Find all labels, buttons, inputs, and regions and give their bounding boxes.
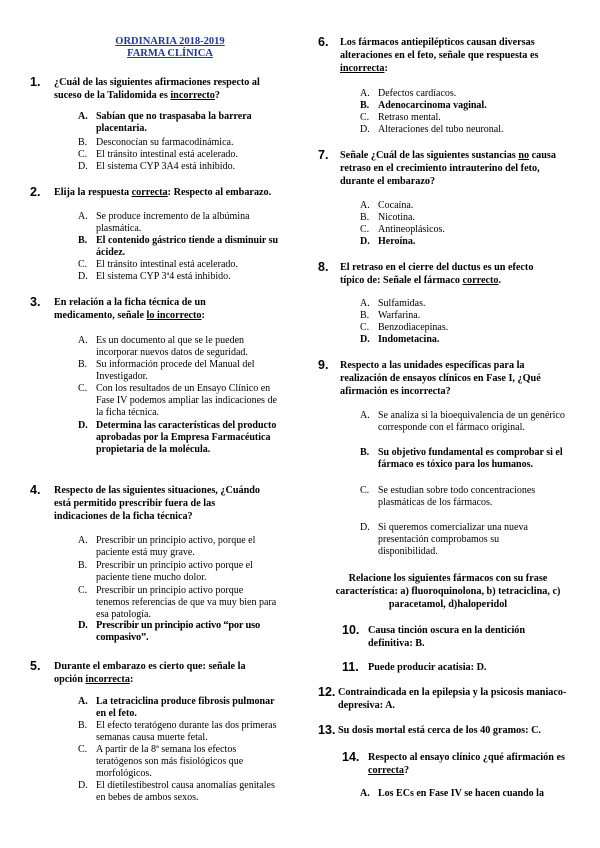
option-text: El contenido gástrico tiende a disminuir su ácidez. [96,235,279,258]
option-letter: C. [78,744,88,755]
option-letter: C. [360,322,370,333]
option-text: Los ECs en Fase IV se hacen cuando la [378,788,544,799]
option-letter: B. [360,310,370,321]
question-text: Respecto de las siguientes situaciones, ¿Cuándo está permitido prescribir fuera de las indicaciones de la ficha técnica? [54,485,261,522]
option-text: Sabían que no traspasaba la barrera placentaria. [96,111,252,134]
question-number: 3. [30,295,41,309]
question-text-end: : Respecto al embarazo. [167,187,272,198]
option-letter: C. [360,112,370,123]
question-text-end: : [201,310,205,321]
question-11 [342,661,572,674]
option-text: Su objetivo fundamental es comprobar si el fármaco es tóxico para los humanos. [378,447,563,470]
relate-instructions: Relacione los siguientes fármacos con su frase característica: a) fluoroquinolona, b) tetraciclina, c) paracetamol, d)haloperidol [335,573,561,610]
option-text: Retraso mental. [378,112,441,123]
option-letter: A. [78,335,88,346]
option-9a [360,410,572,434]
option-text: El efecto teratógeno durante las dos primeras semanas causa muerte fetal. [96,720,277,743]
option-letter: A. [360,788,370,799]
question-10 [342,624,572,650]
option-letter: C. [78,149,88,160]
option-6b [360,100,560,112]
option-text: Prescribir un principio activo, porque el paciente está muy grave. [96,535,256,558]
option-letter: B. [78,137,88,148]
question-text: Respecto al ensayo clínico ¿qué afirmación es [368,752,565,763]
option-8d [360,334,560,346]
option-text: Se produce incremento de la albúmina plasmática. [96,211,250,234]
option-letter: B. [360,100,370,111]
question-2 [30,186,290,199]
question-number: 7. [318,148,329,162]
option-6a [360,88,560,100]
option-text: Defectos cardíacos. [378,88,457,99]
option-letter: D. [360,522,370,533]
option-letter: D. [78,620,88,631]
question-text: Los fármacos antiepilépticos causan diversas alteraciones en el feto, señale que respuesta es [340,37,539,61]
option-letter: D. [78,161,88,172]
option-text: Con los resultados de un Ensayo Clínico en Fase IV podemos ampliar las indicaciones de la ficha técnica. [96,383,277,418]
question-12 [318,686,574,712]
question-text-end: ? [404,765,410,776]
option-3c [78,383,278,419]
option-2d [78,271,288,283]
question-text: En relación a la ficha técnica de un medicamento, señale [54,297,206,321]
question-text: Su dosis mortal está cerca de los 40 gramos: C. [338,725,541,736]
question-emphasis: correcta [368,765,405,776]
question-text: El retraso en el cierre del ductus es un efecto típico de: Señale el fármaco [340,262,534,286]
question-number: 9. [318,358,329,372]
option-text: El tránsito intestinal está acelerado. [96,149,238,160]
option-1a [78,111,268,135]
header-line1: ORDINARIA 2018-2019 [115,36,225,47]
question-text-end: . [498,275,502,286]
option-text: Sulfamidas. [378,298,426,309]
option-14a [360,788,574,800]
option-5a [78,696,278,720]
option-text: Alteraciones del tubo neuronal. [378,124,504,135]
option-2b [78,235,284,259]
option-text: Es un documento al que se le pueden incorporar nuevos datos de seguridad. [96,335,248,358]
option-7a [360,200,560,212]
option-9c [360,485,560,509]
option-letter: A. [78,535,88,546]
question-14 [342,751,574,777]
option-letter: D. [78,420,88,431]
question-number: 10. [342,623,360,637]
question-number: 4. [30,483,41,497]
question-text: Elija la respuesta [54,187,132,198]
question-emphasis: correcta [131,187,168,198]
option-text: A partir de la 8ª semana los efectos teratógenos son más fisiológicos que morfológicos. [96,744,244,779]
option-7c [360,224,560,236]
question-text-end: : [129,674,134,685]
option-text: La tetraciclina produce fibrosis pulmonar en el feto. [96,696,275,719]
option-1b [78,137,288,149]
question-number: 14. [342,750,360,764]
option-3b [78,359,278,383]
question-text: Señale ¿Cuál de las siguientes sustancias [340,150,519,161]
option-text: El sistema CYP 3A4 está inhibido. [96,161,236,172]
option-4b [78,560,278,584]
option-letter: C. [360,224,370,235]
option-text: El dietilestibestrol causa anomalías genitales en bebes de ambos sexos. [96,780,275,803]
option-letter: B. [360,212,370,223]
question-text-end: : [384,63,388,74]
option-5b [78,720,284,744]
option-letter: D. [78,780,88,791]
question-6 [318,36,562,75]
option-7d [360,236,560,248]
question-number: 5. [30,659,41,673]
option-4a [78,535,278,559]
question-emphasis: correcto [462,275,499,286]
option-9d [360,522,560,558]
question-number: 13. [318,723,336,737]
question-number: 2. [30,185,41,199]
question-number: 12. [318,685,336,699]
question-1 [30,76,260,102]
option-3a [78,335,278,359]
option-3d [78,420,278,456]
option-letter: C. [78,383,88,394]
option-letter: C. [360,485,370,496]
question-number: 11. [342,660,359,674]
question-text-end: causa retraso en el crecimiento intrauterino del feto, durante el embarazo? [340,150,556,187]
question-8 [318,261,554,287]
option-text: Indometacina. [378,334,440,345]
option-letter: B. [360,447,370,458]
question-emphasis: incorrecta [340,63,385,74]
option-text: Desconocían su farmacodinámica. [96,137,234,148]
option-text: Benzodiacepinas. [378,322,449,333]
option-7b [360,212,560,224]
question-text: ¿Cuál de las siguientes afirmaciones respecto al suceso de la Talidomida es [54,77,260,101]
option-text: Prescribir un principio activo porque el paciente tiene mucho dolor. [96,560,253,583]
option-letter: A. [78,111,88,122]
option-letter: B. [78,235,88,246]
question-number: 1. [30,75,41,89]
option-text: Heroína. [378,236,416,247]
option-letter: D. [360,236,370,247]
option-text: Cocaína. [378,200,414,211]
question-emphasis: no [518,150,530,161]
option-letter: C. [78,259,88,270]
question-emphasis: incorrecto [170,90,215,101]
question-text-end: ? [214,90,220,101]
question-7 [318,149,564,188]
question-13 [318,724,574,737]
option-6c [360,112,560,124]
option-text: El sistema CYP 3ª4 está inhibido. [96,271,231,282]
question-text: Causa tinción oscura en la dentición definitiva: B. [368,625,526,649]
question-4 [30,484,270,523]
option-letter: B. [78,720,88,731]
option-letter: A. [78,696,88,707]
question-text: Durante el embarazo es cierto que: señale la opción [54,661,246,685]
question-9 [318,359,564,398]
header-line2: FARMA CLÍNICA [127,48,213,59]
option-5d [78,780,278,804]
option-8a [360,298,560,310]
option-text: Adenocarcinoma vaginal. [378,100,487,111]
option-text: Se estudian sobre todo concentraciones plasmáticas de los fármacos. [378,485,536,508]
option-4c [78,585,278,621]
option-letter: A. [78,211,88,222]
option-text: Antineoplásicos. [378,224,445,235]
option-2c [78,259,288,271]
question-5 [30,660,270,686]
option-letter: B. [78,560,88,571]
option-6d [360,124,560,136]
option-text: Se analiza si la bioequivalencia de un genérico corresponde con el fármaco original. [378,410,565,433]
option-text: Si queremos comercializar una nueva presentación comprobamos su disponibilidad. [378,522,528,557]
option-letter: A. [360,200,370,211]
option-9b [360,447,572,471]
option-letter: A. [360,298,370,309]
header-title [70,36,270,60]
option-1c [78,149,288,161]
option-text: Prescribir un principio activo “por uso compasivo”. [96,620,260,643]
option-text: Nicotina. [378,212,415,223]
option-letter: A. [360,88,370,99]
option-4d [78,620,290,644]
question-text: Contraindicada en la epilepsia y la psicosis maniaco-depresiva: A. [338,687,567,711]
option-1d [78,161,288,173]
option-letter: D. [360,124,370,135]
question-3 [30,296,260,322]
option-letter: A. [360,410,370,421]
option-8c [360,322,560,334]
question-emphasis: lo incorrecto [146,310,202,321]
option-text: Prescribir un principio activo porque tenemos referencias de que va muy bien para esa patología. [96,585,277,620]
question-number: 6. [318,35,329,49]
option-letter: B. [78,359,88,370]
option-letter: C. [78,585,88,596]
option-text: Determina las características del producto aprobadas por la Empresa Farmacéutica propietaria de la molécula. [96,420,277,455]
option-5c [78,744,278,780]
question-text: Puede producir acatisia: D. [368,662,487,673]
option-letter: D. [360,334,370,345]
question-emphasis: incorrecta [85,674,130,685]
option-2a [78,211,278,235]
option-8b [360,310,560,322]
option-text: Su información procede del Manual del Investigador. [96,359,255,382]
option-text: El tránsito intestinal está acelerado. [96,259,238,270]
option-text: Warfarina. [378,310,421,321]
question-number: 8. [318,260,329,274]
option-letter: D. [78,271,88,282]
question-text: Respecto a las unidades específicas para la realización de ensayos clínicos en Fase I, ¿Qué afirmación es incorrecta? [340,360,541,397]
